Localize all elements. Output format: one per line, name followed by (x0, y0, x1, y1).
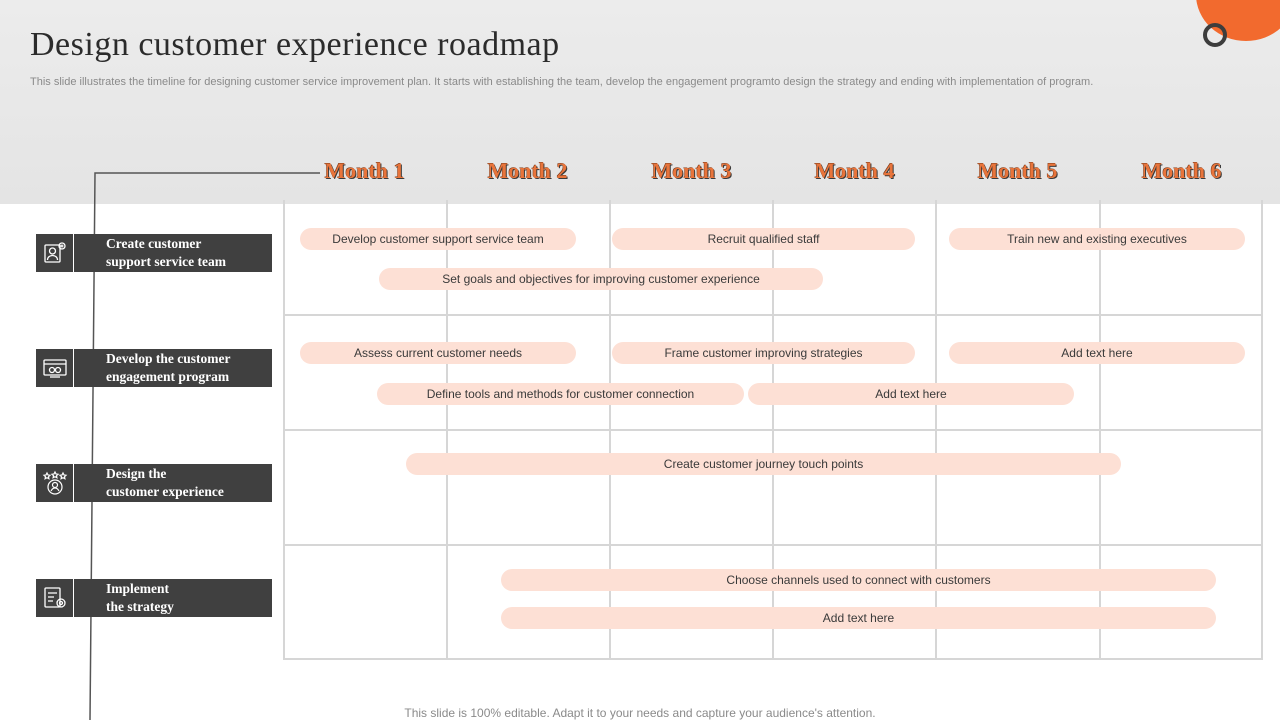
task-bar: Set goals and objectives for improving customer experience (379, 268, 823, 290)
grid-line (283, 658, 1263, 660)
month-2-label: Month 2 (487, 158, 568, 183)
task-bar: Add text here (949, 342, 1245, 364)
corner-ring-icon (1203, 23, 1227, 47)
task-bar: Define tools and methods for customer connection (377, 383, 744, 405)
phase-label: Create customer support service team (106, 236, 226, 269)
task-bar: Choose channels used to connect with customers (501, 569, 1216, 591)
task-bar: Create customer journey touch points (406, 453, 1121, 475)
month-1-label: Month 1 (324, 158, 405, 183)
task-bar: Add text here (748, 383, 1074, 405)
customer-rating-icon (36, 464, 74, 502)
task-bar: Develop customer support service team (300, 228, 576, 250)
engagement-screen-icon (36, 349, 74, 387)
page-title: Design customer experience roadmap (30, 26, 560, 63)
footer-note (0, 706, 1280, 720)
phase-label: Design the customer experience (106, 466, 224, 499)
month-5-label: Month 5 (977, 158, 1058, 183)
page-subtitle: This slide illustrates the timeline for designing customer service improvement plan. It starts with establishing the team, develop the engagement programto design the strategy and ending with implementation of program. (30, 76, 1094, 88)
month-4-label: Month 4 (814, 158, 895, 183)
phase-implement (36, 579, 272, 617)
month-3-label: Month 3 (651, 158, 732, 183)
task-bar: Train new and existing executives (949, 228, 1245, 250)
strategy-settings-icon (36, 579, 74, 617)
task-bar: Recruit qualified staff (612, 228, 915, 250)
task-bar: Assess current customer needs (300, 342, 576, 364)
phase-design (36, 464, 272, 502)
grid-line (283, 544, 1263, 546)
task-bar: Frame customer improving strategies (612, 342, 915, 364)
phase-engagement (36, 349, 272, 387)
month-6-label: Month 6 (1141, 158, 1222, 183)
task-bar: Add text here (501, 607, 1216, 629)
phase-label: Develop the customer engagement program (106, 351, 231, 384)
grid-line (283, 314, 1263, 316)
team-profile-icon (36, 234, 74, 272)
grid-line (283, 429, 1263, 431)
phase-create-team (36, 234, 272, 272)
month-header (283, 158, 1263, 188)
phase-label: Implement the strategy (106, 581, 174, 614)
footer-text: This slide is 100% editable. Adapt it to your needs and capture your audience's attention. (404, 706, 876, 720)
